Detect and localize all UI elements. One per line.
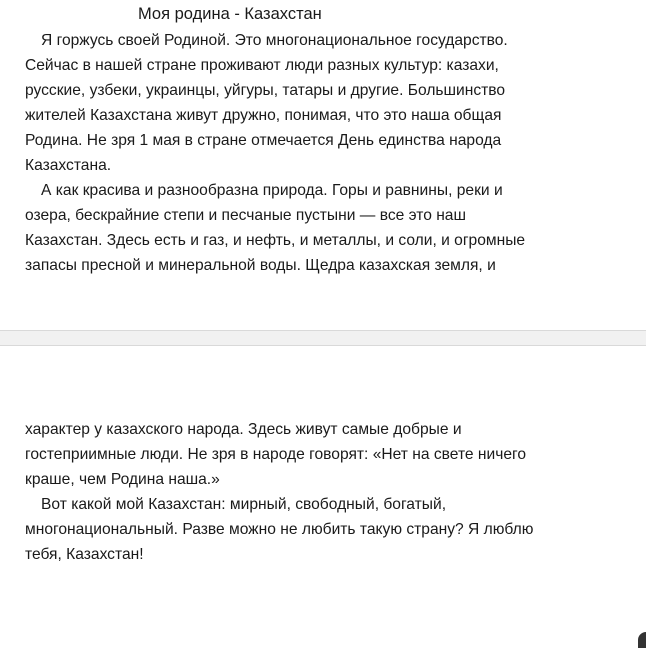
- text-line: тебя, Казахстан!: [25, 546, 144, 563]
- text-line: А как красива и разнообразна природа. Горы и равнины, реки и: [41, 182, 503, 199]
- text-line: гостеприимные люди. Не зря в народе говорят: «Нет на свете ничего: [25, 446, 527, 463]
- text-line: многонациональный. Разве можно не любить такую страну? Я люблю: [25, 521, 534, 538]
- text-line: Казахстана.: [25, 157, 112, 174]
- page-separator: [0, 330, 646, 346]
- page-2-text: [25, 417, 625, 567]
- text-line: Родина. Не зря 1 мая в стране отмечается День единства народа: [25, 132, 502, 149]
- text-line: характер у казахского народа. Здесь живут самые добрые и: [25, 421, 462, 438]
- text-line: Казахстан. Здесь есть и газ, и нефть, и металлы, и соли, и огромные: [25, 232, 526, 249]
- text-line: жителей Казахстана живут дружно, понимая, что это наша общая: [25, 107, 502, 124]
- document-title: Моя родина - Казахстан: [138, 5, 322, 23]
- document-page-2: [0, 346, 646, 648]
- text-line: Вот какой мой Казахстан: мирный, свободный, богатый,: [41, 496, 447, 513]
- text-line: Сейчас в нашей стране проживают люди разных культур: казахи,: [25, 57, 499, 74]
- corner-shape-icon: [638, 632, 646, 648]
- page-1-text: [25, 28, 625, 278]
- text-line: русские, узбеки, украинцы, уйгуры, татары и другие. Большинство: [25, 82, 506, 99]
- text-line: краше, чем Родина наша.»: [25, 471, 220, 488]
- text-line: запасы пресной и минеральной воды. Щедра казахская земля, и: [25, 257, 496, 274]
- text-line: озера, бескрайние степи и песчаные пустыни — все это наш: [25, 207, 466, 224]
- text-line: Я горжусь своей Родиной. Это многонациональное государство.: [41, 32, 508, 49]
